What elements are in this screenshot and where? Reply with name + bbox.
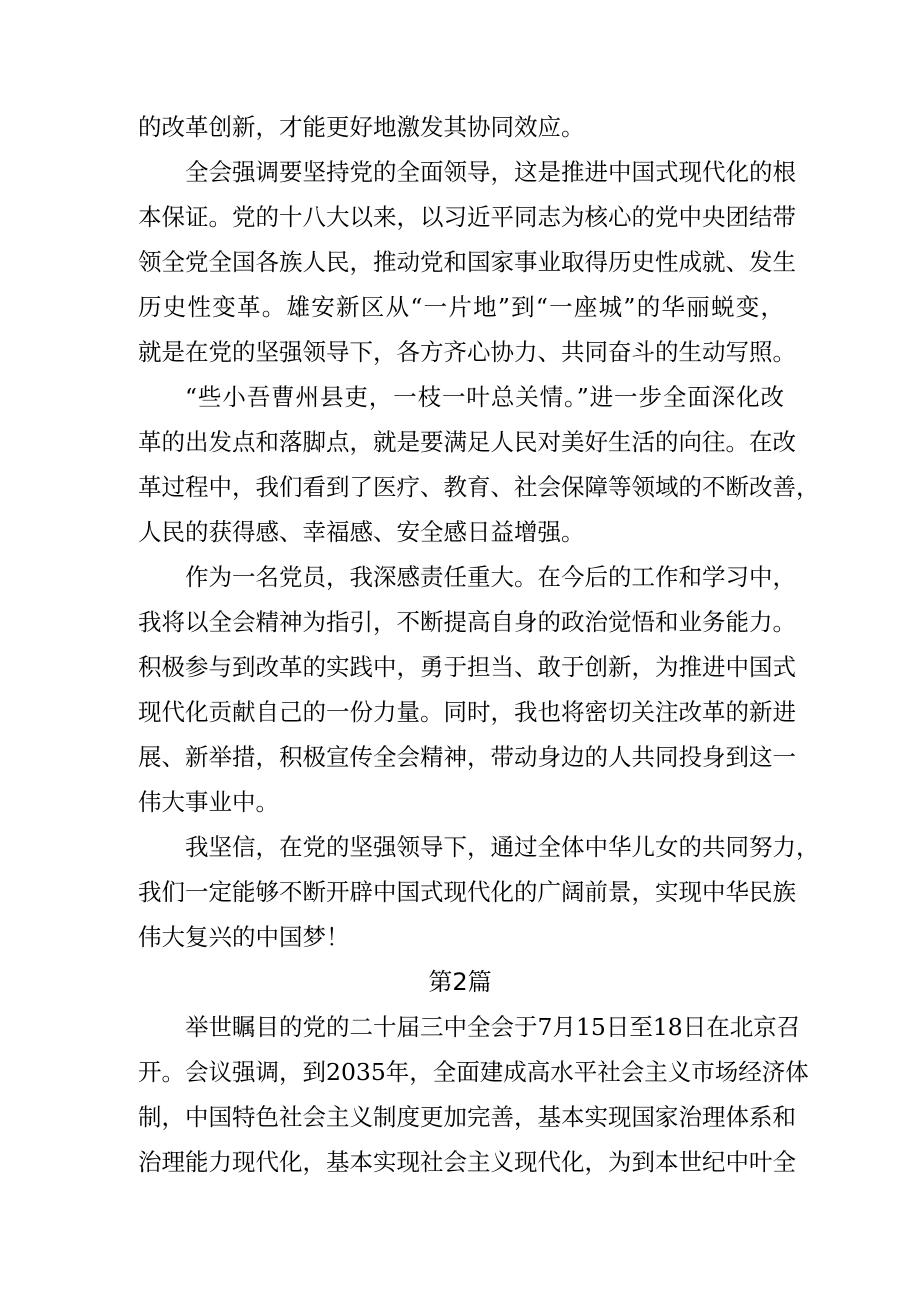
paragraph-line: 伟大事业中。 xyxy=(138,788,279,816)
paragraph-line: 我坚信，在党的坚强领导下，通过全体中华儿女的共同努力， xyxy=(185,833,820,861)
paragraph-line: 的改革创新，才能更好地激发其协同效应。 xyxy=(138,113,585,141)
paragraph-line: 现代化贡献自己的一份力量。同时，我也将密切关注改革的新进 xyxy=(138,698,796,726)
paragraph-line: 我将以全会精神为指引，不断提高自身的政治觉悟和业务能力。 xyxy=(138,608,796,636)
paragraph-line: 治理能力现代化，基本实现社会主义现代化，为到本世纪中叶全 xyxy=(138,1148,796,1176)
paragraph-line: 作为一名党员，我深感责任重大。在今后的工作和学习中， xyxy=(185,563,796,591)
paragraph-line: 领全党全国各族人民，推动党和国家事业取得历史性成就、发生 xyxy=(138,248,796,276)
paragraph-line: 历史性变革。雄安新区从“一片地”到“一座城”的华丽蜕变， xyxy=(138,293,784,321)
section-heading: 第2篇 xyxy=(428,968,492,996)
paragraph-line: 革的出发点和落脚点，就是要满足人民对美好生活的向往。在改 xyxy=(138,428,796,456)
paragraph-line: 伟大复兴的中国梦！ xyxy=(138,923,350,951)
paragraph-line: 开。会议强调，到2035年，全面建成高水平社会主义市场经济体 xyxy=(138,1058,809,1086)
paragraph-line: “些小吾曹州县吏，一枝一叶总关情。”进一步全面深化改 xyxy=(185,383,784,411)
paragraph-line: 举世瞩目的党的二十届三中全会于7月15日至18日在北京召 xyxy=(185,1013,801,1041)
paragraph-line: 本保证。党的十八大以来，以习近平同志为核心的党中央团结带 xyxy=(138,203,796,231)
paragraph-line: 就是在党的坚强领导下，各方齐心协力、共同奋斗的生动写照。 xyxy=(138,338,796,366)
paragraph-line: 全会强调要坚持党的全面领导，这是推进中国式现代化的根 xyxy=(185,158,796,186)
paragraph-line: 人民的获得感、幸福感、安全感日益增强。 xyxy=(138,518,585,546)
paragraph-line: 展、新举措，积极宣传全会精神，带动身边的人共同投身到这一 xyxy=(138,743,796,771)
paragraph-line: 革过程中，我们看到了医疗、教育、社会保障等领域的不断改善， xyxy=(138,473,820,501)
paragraph-line: 制，中国特色社会主义制度更加完善，基本实现国家治理体系和 xyxy=(138,1103,796,1131)
paragraph-line: 我们一定能够不断开辟中国式现代化的广阔前景，实现中华民族 xyxy=(138,878,796,906)
paragraph-line: 积极参与到改革的实践中，勇于担当、敢于创新，为推进中国式 xyxy=(138,653,796,681)
